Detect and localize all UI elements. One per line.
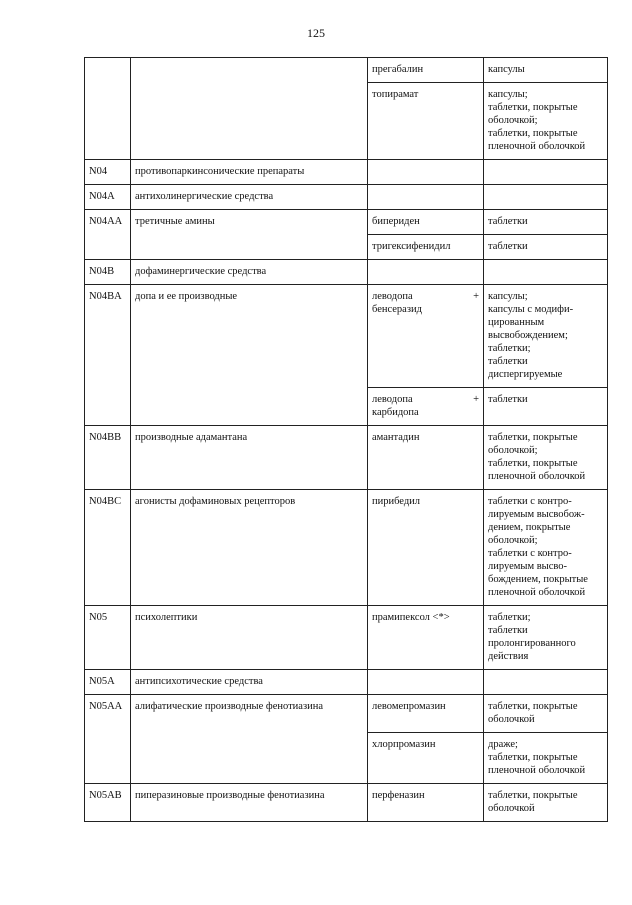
dosage-form-cell bbox=[484, 426, 608, 490]
dosage-form-cell bbox=[484, 160, 608, 185]
dosage-form-cell-line: цированным bbox=[488, 317, 545, 328]
dosage-form-cell-line: пленочной оболочкой bbox=[488, 141, 586, 152]
drug-name-cell-line: бенсеразид bbox=[372, 304, 422, 315]
group-name-cell: пиперазиновые производные фенотиазина bbox=[131, 784, 368, 822]
drug-name-cell bbox=[368, 670, 484, 695]
dosage-form-cell-line: таблетки; bbox=[488, 343, 531, 354]
drug-table bbox=[84, 57, 608, 822]
atc-code-cell: N04BB bbox=[85, 426, 131, 490]
dosage-form-cell bbox=[484, 670, 608, 695]
drug-name-cell bbox=[368, 210, 484, 235]
table-body bbox=[85, 58, 608, 822]
dosage-form-cell-line: таблетки, покрытые bbox=[488, 102, 578, 113]
dosage-form-cell bbox=[484, 695, 608, 733]
atc-code-cell: N04BC bbox=[85, 490, 131, 606]
dosage-form-cell-line: таблетки bbox=[488, 356, 528, 367]
drug-name-cell-line: пирибедил bbox=[372, 496, 421, 507]
drug-name-cell-line: карбидопа bbox=[372, 407, 419, 418]
dosage-form-cell-line: лируемым высво- bbox=[488, 561, 568, 572]
drug-name-cell-line: бипериден bbox=[372, 216, 420, 227]
drug-name-cell bbox=[368, 83, 484, 160]
dosage-form-cell-line: действия bbox=[488, 651, 529, 662]
dosage-form-cell-line: таблетки bbox=[488, 216, 528, 227]
atc-code-cell: N05 bbox=[85, 606, 131, 670]
dosage-form-cell-line: оболочкой; bbox=[488, 115, 538, 126]
dosage-form-cell-line: лируемым высвобож- bbox=[488, 509, 585, 520]
drug-name-cell bbox=[368, 58, 484, 83]
drug-name-cell-line: тригексифенидил bbox=[372, 241, 451, 252]
dosage-form-cell-line: драже; bbox=[488, 739, 518, 750]
dosage-form-cell bbox=[484, 606, 608, 670]
dosage-form-cell bbox=[484, 784, 608, 822]
dosage-form-cell-line: пленочной оболочкой bbox=[488, 471, 586, 482]
group-name-cell: антипсихотические средства bbox=[131, 670, 368, 695]
table-row bbox=[85, 260, 608, 285]
group-name-cell: производные адамантана bbox=[131, 426, 368, 490]
drug-name-cell-line: топирамат bbox=[372, 89, 419, 100]
group-name-cell: алифатические производные фенотиазина bbox=[131, 695, 368, 784]
dosage-form-cell-line: оболочкой bbox=[488, 714, 535, 725]
group-name-cell: психолептики bbox=[131, 606, 368, 670]
dosage-form-cell-line: пленочной оболочкой bbox=[488, 765, 586, 776]
drug-name-cell bbox=[368, 260, 484, 285]
atc-code-cell: N04B bbox=[85, 260, 131, 285]
drug-name-cell-line: леводопа + bbox=[372, 291, 479, 302]
dosage-form-cell-line: таблетки с контро- bbox=[488, 548, 572, 559]
dosage-form-cell-line: капсулы; bbox=[488, 89, 528, 100]
dosage-form-cell-line: таблетки, покрытые bbox=[488, 752, 578, 763]
atc-code-cell: N04A bbox=[85, 185, 131, 210]
drug-name-cell bbox=[368, 285, 484, 388]
drug-name-cell bbox=[368, 160, 484, 185]
dosage-form-cell-line: таблетки, покрытые bbox=[488, 701, 578, 712]
dosage-form-cell-line: таблетки, покрытые bbox=[488, 128, 578, 139]
dosage-form-cell bbox=[484, 210, 608, 235]
dosage-form-cell-line: таблетки, покрытые bbox=[488, 432, 578, 443]
drug-name-cell bbox=[368, 695, 484, 733]
dosage-form-cell-line: таблетки bbox=[488, 394, 528, 405]
group-name-cell bbox=[131, 58, 368, 160]
dosage-form-cell-line: таблетки bbox=[488, 241, 528, 252]
table-row bbox=[85, 185, 608, 210]
table-row bbox=[85, 285, 608, 388]
dosage-form-cell-line: дением, покрытые bbox=[488, 522, 571, 533]
table-row bbox=[85, 695, 608, 733]
page-number: 125 bbox=[307, 26, 325, 40]
group-name-cell: третичные амины bbox=[131, 210, 368, 260]
dosage-form-cell-line: пролонгированного bbox=[488, 638, 576, 649]
drug-name-cell-line: леводопа + bbox=[372, 394, 479, 405]
drug-name-cell bbox=[368, 426, 484, 490]
group-name-cell: антихолинергические средства bbox=[131, 185, 368, 210]
dosage-form-cell-line: таблетки; bbox=[488, 612, 531, 623]
dosage-form-cell-line: высвобождением; bbox=[488, 330, 568, 341]
drug-name-cell bbox=[368, 606, 484, 670]
dosage-form-cell bbox=[484, 83, 608, 160]
drug-name-cell-line: перфеназин bbox=[372, 790, 425, 801]
dosage-form-cell-line: оболочкой; bbox=[488, 445, 538, 456]
dosage-form-cell bbox=[484, 733, 608, 784]
dosage-form-cell-line: пленочной оболочкой bbox=[488, 587, 586, 598]
table-row bbox=[85, 784, 608, 822]
table-row bbox=[85, 606, 608, 670]
dosage-form-cell-line: таблетки с контро- bbox=[488, 496, 572, 507]
group-name-cell: противопаркинсонические препараты bbox=[131, 160, 368, 185]
drug-name-cell bbox=[368, 490, 484, 606]
dosage-form-cell-line: таблетки, покрытые bbox=[488, 790, 578, 801]
dosage-form-cell bbox=[484, 235, 608, 260]
atc-code-cell: N04 bbox=[85, 160, 131, 185]
table-row bbox=[85, 670, 608, 695]
dosage-form-cell-line: бождением, покрытые bbox=[488, 574, 588, 585]
dosage-form-cell bbox=[484, 490, 608, 606]
dosage-form-cell-line: таблетки bbox=[488, 625, 528, 636]
table-row bbox=[85, 58, 608, 83]
drug-name-cell bbox=[368, 733, 484, 784]
atc-code-cell: N05A bbox=[85, 670, 131, 695]
table-row bbox=[85, 160, 608, 185]
group-name-cell: дофаминергические средства bbox=[131, 260, 368, 285]
drug-name-cell bbox=[368, 235, 484, 260]
atc-code-cell: N04BA bbox=[85, 285, 131, 426]
dosage-form-cell bbox=[484, 58, 608, 83]
atc-code-cell: N04AA bbox=[85, 210, 131, 260]
table-row bbox=[85, 426, 608, 490]
drug-name-cell-line: прегабалин bbox=[372, 64, 424, 75]
dosage-form-cell bbox=[484, 285, 608, 388]
dosage-form-cell bbox=[484, 388, 608, 426]
drug-name-cell bbox=[368, 185, 484, 210]
drug-name-cell-line: хлорпромазин bbox=[372, 739, 436, 750]
drug-name-cell-line: амантадин bbox=[372, 432, 420, 443]
dosage-form-cell-line: оболочкой; bbox=[488, 535, 538, 546]
dosage-form-cell-line: диспергируемые bbox=[488, 369, 563, 380]
dosage-form-cell-line: оболочкой bbox=[488, 803, 535, 814]
table-row bbox=[85, 490, 608, 606]
atc-code-cell: N05AA bbox=[85, 695, 131, 784]
dosage-form-cell-line: капсулы; bbox=[488, 291, 528, 302]
drug-name-cell bbox=[368, 784, 484, 822]
atc-code-cell: N05AB bbox=[85, 784, 131, 822]
drug-name-cell-line: прамипексол <*> bbox=[372, 612, 450, 623]
group-name-cell: допа и ее производные bbox=[131, 285, 368, 426]
drug-name-cell bbox=[368, 388, 484, 426]
table-row bbox=[85, 210, 608, 235]
dosage-form-cell-line: капсулы с модифи- bbox=[488, 304, 574, 315]
dosage-form-cell bbox=[484, 185, 608, 210]
atc-code-cell bbox=[85, 58, 131, 160]
drug-name-cell-line: левомепромазин bbox=[372, 701, 446, 712]
dosage-form-cell-line: капсулы bbox=[488, 64, 525, 75]
dosage-form-cell-line: таблетки, покрытые bbox=[488, 458, 578, 469]
group-name-cell: агонисты дофаминовых рецепторов bbox=[131, 490, 368, 606]
dosage-form-cell bbox=[484, 260, 608, 285]
